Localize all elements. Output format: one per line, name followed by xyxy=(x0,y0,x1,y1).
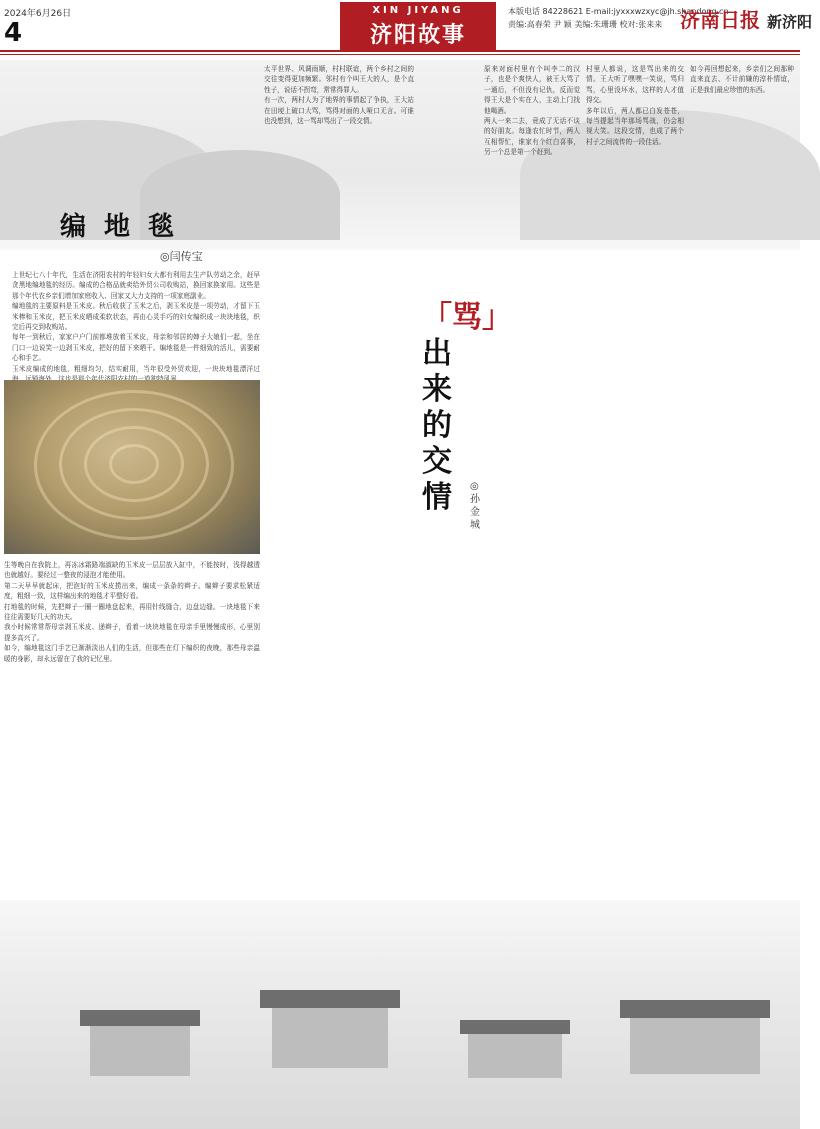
header-rule-thin xyxy=(0,54,800,55)
article1-para: 每年一到秋后，家家户户门前都堆放着玉米皮，母亲和邻居的婶子大娘们一起，坐在门口一边说笑一边剥玉米皮，把好的留下来晒干。编地毯是一件细致的活儿，需要耐心和手艺。 xyxy=(12,333,260,363)
article1-para: 生等晚自在我院上，再冻冰霜路端淑缺的玉米皮一层层放入缸中，不能按时，浅得越透也就越好。要经过一整夜的浸泡才能使用。 xyxy=(4,561,260,580)
section-title: 济阳故事 xyxy=(340,20,496,50)
article2-col-3 xyxy=(586,64,684,924)
editor-info: 责编:高春荣 尹 颖 美编:朱珊珊 校对:张来来 xyxy=(508,20,663,29)
logo-main: 济南日报 xyxy=(680,8,760,32)
article1-body xyxy=(4,560,260,940)
article1-author: ◎闫传宝 xyxy=(160,250,203,263)
straw-rug-photo xyxy=(4,380,260,554)
article2-author: ◎孙金城 xyxy=(470,481,480,531)
article2-para: 村里人都说，这是骂出来的交情。王大听了嘿嘿一笑说，骂归骂，心里没坏水，这样的人才值得交。 xyxy=(586,65,684,105)
article1-para: 如今，编地毯这门手艺已渐渐淡出人们的生活，但那些在灯下编织的夜晚，那些母亲温暖的身影，却永远留在了我的记忆里。 xyxy=(4,644,260,663)
article1-para: 上世纪七八十年代，生活在济阳农村的年轻妇女大都有利用去生产队劳动之余，赶早贪黑地编地毯的经历。编成的合格品就卖给外贸公司收购站，换回家换家用。这些是那个年代农乡亲们增加家庭收入、回家又大力支持的一项家庭副业。 xyxy=(12,271,260,300)
article2-para: 多年以后，两人都已白发苍苍，每当提起当年那场骂战，仍会相视大笑。这段交情，也成了两个村子之间流传的一段佳话。 xyxy=(586,106,684,146)
title-line: 情 xyxy=(422,480,452,515)
section-pinyin: XIN JIYANG xyxy=(340,2,496,20)
article1-intro xyxy=(12,270,260,378)
page-header xyxy=(0,0,812,64)
article2-para: 如今再回想起来，乡亲们之间那种直来直去、不计前嫌的淳朴情谊，正是我们最应珍惜的东西。 xyxy=(690,65,794,94)
article1-para: 我小时候常常帮母亲剥玉米皮、递辫子，看着一块块地毯在母亲手里慢慢成形，心里别提多高兴了。 xyxy=(4,623,260,642)
article2-para: 两人一来二去，竟成了无话不谈的好朋友。每逢农忙时节，两人互相帮忙，谁家有个红白喜事，另一个总是第一个赶到。 xyxy=(484,117,580,157)
article1-para: 第二天早早就起床，把泡好的玉米皮捞出来，编成一条条的辫子。编辫子要求松紧适度，粗细一致，这样编出来的地毯才平整好看。 xyxy=(4,581,260,601)
title-line: 出来 xyxy=(422,336,452,407)
newspaper-logo xyxy=(680,4,812,33)
title-line: 「骂」 xyxy=(422,300,512,335)
title-line: 的交 xyxy=(422,408,452,479)
article1-para: 打地毯的时候，先把辫子一圈一圈地盘起来，再用针线缝合，边盘边缝。一块地毯下来往往需要好几天的功夫。 xyxy=(4,602,260,622)
article1-para: 玉米皮编成的地毯，粗细均匀，结实耐用，当年很受外贸欢迎，一块块地毯漂洋过 xyxy=(12,364,260,373)
article1-para: 编地毯的主要原料是玉米皮。秋后收获了玉米之后，剥玉米皮是一项劳动，才留下玉米棒和玉米皮，把玉米皮晒成柔软状态，再由心灵手巧的妇女编织成一块块地毯，织完后再交到收购站。 xyxy=(12,302,260,332)
article2-para: 原来对面村里有个叫李二的汉子，也是个爽快人，被王大骂了一通后，不但没有记仇，反而觉得王大是个实在人，主动上门找他喝酒。 xyxy=(484,65,580,115)
logo-sub: 新济阳 xyxy=(766,13,812,31)
article2-col-1 xyxy=(264,64,414,924)
village-illustration xyxy=(0,900,800,1129)
article2-para: 太平世界、风调雨顺，村村联谊，两个乡村之间的交往变得更加频繁。邻村有个叫王大的人，是个直性子，说话不拐弯，常常得罪人。 xyxy=(264,65,414,94)
issue-date: 2024年6月26日 xyxy=(4,9,72,19)
article1-title: 编地毯 xyxy=(60,212,193,242)
article2-para: 有一次，两村人为了地界的事情起了争执，王大站在田埂上破口大骂，骂得对面的人哑口无言。可谁也没想到，这一骂却骂出了一段交情。 xyxy=(264,96,414,126)
page-number: 4 xyxy=(4,18,23,48)
header-rule xyxy=(0,50,800,52)
contact-info: 本版电话 84228621 E-mail:jyxxxwzxyc@jh.shandong.cn xyxy=(508,7,729,16)
article2-col-2 xyxy=(484,64,580,924)
article2-col-4 xyxy=(690,64,794,924)
